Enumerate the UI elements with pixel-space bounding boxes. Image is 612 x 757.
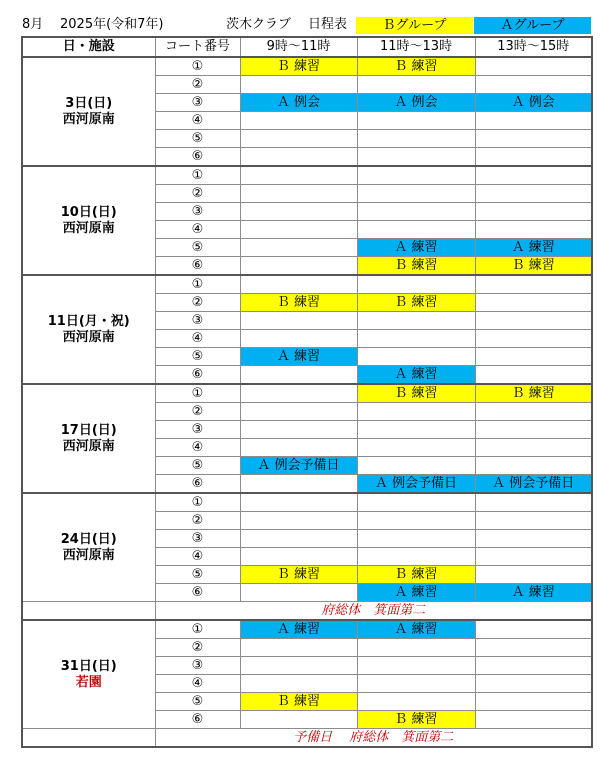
court-number: ① bbox=[155, 57, 240, 76]
schedule-cell: Ｂ 練習 bbox=[240, 693, 357, 711]
schedule-cell bbox=[475, 657, 592, 675]
day-venue: 西河原南 bbox=[62, 329, 115, 345]
court-number: ③ bbox=[155, 94, 240, 112]
day-date: 31日(日) bbox=[60, 658, 117, 674]
day-venue: 西河原南 bbox=[62, 547, 115, 563]
schedule-cell bbox=[240, 403, 357, 421]
schedule-cell bbox=[357, 185, 475, 203]
schedule-cell bbox=[240, 584, 357, 602]
day-venue: 若園 bbox=[75, 674, 102, 690]
schedule-cell bbox=[240, 475, 357, 494]
day-note: 予備日 府総体 箕面第二 bbox=[155, 729, 592, 748]
court-number: ⑤ bbox=[155, 566, 240, 584]
schedule-cell bbox=[240, 221, 357, 239]
court-number: ① bbox=[155, 275, 240, 294]
schedule-cell: Ａ 練習 bbox=[240, 620, 357, 639]
schedule-cell bbox=[240, 166, 357, 185]
day-cell bbox=[22, 493, 155, 602]
legend-a-group: Ａグループ bbox=[474, 17, 591, 34]
day-date: 17日(日) bbox=[60, 422, 117, 438]
schedule-cell bbox=[357, 148, 475, 167]
schedule-cell: Ｂ 練習 bbox=[240, 57, 357, 76]
schedule-cell bbox=[475, 512, 592, 530]
column-header-row bbox=[22, 37, 592, 57]
day-cell bbox=[22, 275, 155, 384]
court-number: ⑤ bbox=[155, 693, 240, 711]
court-number: ⑥ bbox=[155, 257, 240, 276]
schedule-table bbox=[21, 36, 593, 748]
schedule-cell bbox=[357, 403, 475, 421]
schedule-cell: Ｂ 練習 bbox=[357, 711, 475, 729]
court-number: ② bbox=[155, 639, 240, 657]
schedule-cell: Ａ 練習 bbox=[357, 366, 475, 385]
note-spacer bbox=[22, 729, 155, 748]
schedule-cell bbox=[240, 76, 357, 94]
day-venue: 西河原南 bbox=[62, 220, 115, 236]
schedule-cell bbox=[240, 330, 357, 348]
schedule-cell bbox=[240, 439, 357, 457]
schedule-cell: Ａ 例会 bbox=[357, 94, 475, 112]
court-number: ① bbox=[155, 620, 240, 639]
court-number: ⑤ bbox=[155, 130, 240, 148]
schedule-cell bbox=[240, 275, 357, 294]
day-cell bbox=[22, 57, 155, 166]
legend-b-group: Ｂグループ bbox=[356, 17, 473, 34]
day-date: 3日(日) bbox=[65, 95, 113, 111]
schedule-cell bbox=[475, 203, 592, 221]
schedule-cell bbox=[240, 239, 357, 257]
court-number: ② bbox=[155, 512, 240, 530]
column-header-slot: 13時～15時 bbox=[475, 37, 592, 57]
schedule-cell: Ｂ 練習 bbox=[240, 294, 357, 312]
schedule-cell bbox=[475, 530, 592, 548]
schedule-cell: Ａ 例会 bbox=[240, 94, 357, 112]
schedule-cell bbox=[357, 166, 475, 185]
schedule-cell bbox=[357, 493, 475, 512]
court-row bbox=[22, 166, 592, 185]
court-number: ① bbox=[155, 166, 240, 185]
schedule-cell bbox=[475, 185, 592, 203]
schedule-cell bbox=[240, 366, 357, 385]
schedule-cell bbox=[475, 620, 592, 639]
court-row bbox=[22, 493, 592, 512]
schedule-cell bbox=[475, 493, 592, 512]
schedule-cell bbox=[475, 675, 592, 693]
court-number: ③ bbox=[155, 530, 240, 548]
schedule-cell bbox=[240, 493, 357, 512]
schedule-cell bbox=[357, 330, 475, 348]
schedule-cell bbox=[475, 330, 592, 348]
schedule-cell bbox=[475, 130, 592, 148]
day-venue: 西河原南 bbox=[62, 438, 115, 454]
schedule-cell bbox=[357, 657, 475, 675]
schedule-cell: Ｂ 練習 bbox=[475, 257, 592, 276]
schedule-cell bbox=[240, 203, 357, 221]
schedule-cell: Ｂ 練習 bbox=[357, 57, 475, 76]
court-number: ② bbox=[155, 403, 240, 421]
header-month: 8月 bbox=[22, 17, 44, 32]
schedule-cell: Ｂ 練習 bbox=[475, 384, 592, 403]
schedule-cell bbox=[240, 130, 357, 148]
schedule-cell bbox=[240, 112, 357, 130]
schedule-cell bbox=[475, 166, 592, 185]
schedule-cell: Ａ 練習 bbox=[357, 239, 475, 257]
court-number: ② bbox=[155, 76, 240, 94]
schedule-cell bbox=[475, 366, 592, 385]
schedule-cell: Ａ 練習 bbox=[240, 348, 357, 366]
court-number: ⑤ bbox=[155, 457, 240, 475]
schedule-cell bbox=[357, 439, 475, 457]
court-number: ④ bbox=[155, 112, 240, 130]
court-number: ④ bbox=[155, 439, 240, 457]
court-number: ⑥ bbox=[155, 148, 240, 167]
schedule-cell bbox=[240, 384, 357, 403]
schedule-cell bbox=[240, 657, 357, 675]
schedule-cell bbox=[240, 675, 357, 693]
court-row bbox=[22, 275, 592, 294]
schedule-cell bbox=[475, 148, 592, 167]
schedule-cell: Ａ 練習 bbox=[475, 584, 592, 602]
note-row bbox=[22, 729, 592, 748]
schedule-cell bbox=[357, 312, 475, 330]
schedule-cell bbox=[475, 57, 592, 76]
court-number: ⑤ bbox=[155, 239, 240, 257]
schedule-cell: Ｂ 練習 bbox=[240, 566, 357, 584]
schedule-cell: Ａ 例会予備日 bbox=[357, 475, 475, 494]
schedule-cell bbox=[240, 530, 357, 548]
schedule-cell bbox=[357, 76, 475, 94]
court-number: ④ bbox=[155, 675, 240, 693]
day-date: 11日(月・祝) bbox=[47, 313, 130, 329]
schedule-cell bbox=[357, 421, 475, 439]
schedule-cell: Ａ 練習 bbox=[357, 584, 475, 602]
court-number: ③ bbox=[155, 312, 240, 330]
schedule-cell bbox=[475, 711, 592, 729]
schedule-cell bbox=[475, 221, 592, 239]
schedule-cell bbox=[357, 203, 475, 221]
court-number: ⑥ bbox=[155, 584, 240, 602]
schedule-cell bbox=[475, 639, 592, 657]
schedule-cell bbox=[475, 548, 592, 566]
schedule-cell bbox=[475, 112, 592, 130]
schedule-cell: Ａ 練習 bbox=[475, 239, 592, 257]
schedule-cell bbox=[240, 148, 357, 167]
court-row bbox=[22, 57, 592, 76]
court-number: ③ bbox=[155, 421, 240, 439]
schedule-cell bbox=[357, 639, 475, 657]
schedule-cell: Ａ 例会 bbox=[475, 94, 592, 112]
court-row bbox=[22, 620, 592, 639]
court-number: ④ bbox=[155, 221, 240, 239]
schedule-cell bbox=[475, 348, 592, 366]
schedule-cell bbox=[240, 421, 357, 439]
schedule-cell bbox=[357, 112, 475, 130]
court-number: ① bbox=[155, 493, 240, 512]
day-cell bbox=[22, 166, 155, 275]
schedule-cell bbox=[357, 693, 475, 711]
column-header-slot: 9時～11時 bbox=[240, 37, 357, 57]
day-note: 府総体 箕面第二 bbox=[155, 602, 592, 621]
schedule-cell: Ａ 練習 bbox=[357, 620, 475, 639]
schedule-cell bbox=[475, 403, 592, 421]
note-row bbox=[22, 602, 592, 621]
schedule-cell bbox=[357, 348, 475, 366]
schedule-cell bbox=[357, 548, 475, 566]
column-header-court: コート番号 bbox=[155, 37, 240, 57]
court-number: ④ bbox=[155, 330, 240, 348]
schedule-cell bbox=[357, 675, 475, 693]
schedule-cell: Ａ 例会予備日 bbox=[240, 457, 357, 475]
schedule-cell bbox=[240, 512, 357, 530]
day-date: 24日(日) bbox=[60, 531, 117, 547]
court-number: ⑥ bbox=[155, 711, 240, 729]
schedule-cell bbox=[357, 457, 475, 475]
schedule-cell bbox=[240, 639, 357, 657]
day-cell bbox=[22, 384, 155, 493]
schedule-cell bbox=[475, 312, 592, 330]
header-year: 2025年(令和7年) bbox=[60, 17, 164, 32]
schedule-cell bbox=[475, 439, 592, 457]
schedule-cell bbox=[357, 130, 475, 148]
schedule-cell bbox=[240, 312, 357, 330]
schedule-cell: Ａ 例会予備日 bbox=[475, 475, 592, 494]
court-number: ② bbox=[155, 294, 240, 312]
column-header-day: 日・施設 bbox=[22, 37, 155, 57]
court-number: ⑤ bbox=[155, 348, 240, 366]
schedule-cell bbox=[475, 275, 592, 294]
court-row bbox=[22, 384, 592, 403]
header-club: 茨木クラブ bbox=[226, 17, 292, 32]
court-number: ④ bbox=[155, 548, 240, 566]
court-number: ⑥ bbox=[155, 366, 240, 385]
schedule-cell bbox=[475, 457, 592, 475]
court-number: ① bbox=[155, 384, 240, 403]
schedule-cell bbox=[240, 185, 357, 203]
schedule-cell bbox=[475, 693, 592, 711]
day-venue: 西河原南 bbox=[62, 111, 115, 127]
court-number: ③ bbox=[155, 203, 240, 221]
schedule-cell bbox=[475, 421, 592, 439]
note-spacer bbox=[22, 602, 155, 621]
schedule-cell bbox=[475, 566, 592, 584]
column-header-slot: 11時～13時 bbox=[357, 37, 475, 57]
schedule-cell: Ｂ 練習 bbox=[357, 257, 475, 276]
court-number: ② bbox=[155, 185, 240, 203]
schedule-cell bbox=[357, 530, 475, 548]
schedule-cell bbox=[240, 257, 357, 276]
schedule-cell: Ｂ 練習 bbox=[357, 294, 475, 312]
schedule-cell bbox=[357, 221, 475, 239]
schedule-cell bbox=[240, 711, 357, 729]
schedule-cell: Ｂ 練習 bbox=[357, 566, 475, 584]
schedule-cell: Ｂ 練習 bbox=[357, 384, 475, 403]
court-number: ③ bbox=[155, 657, 240, 675]
schedule-cell bbox=[357, 275, 475, 294]
schedule-cell bbox=[475, 76, 592, 94]
court-number: ⑥ bbox=[155, 475, 240, 494]
day-date: 10日(日) bbox=[60, 204, 117, 220]
schedule-cell bbox=[240, 548, 357, 566]
schedule-cell bbox=[357, 512, 475, 530]
schedule-cell bbox=[475, 294, 592, 312]
header-title: 日程表 bbox=[308, 17, 348, 32]
day-cell bbox=[22, 620, 155, 729]
